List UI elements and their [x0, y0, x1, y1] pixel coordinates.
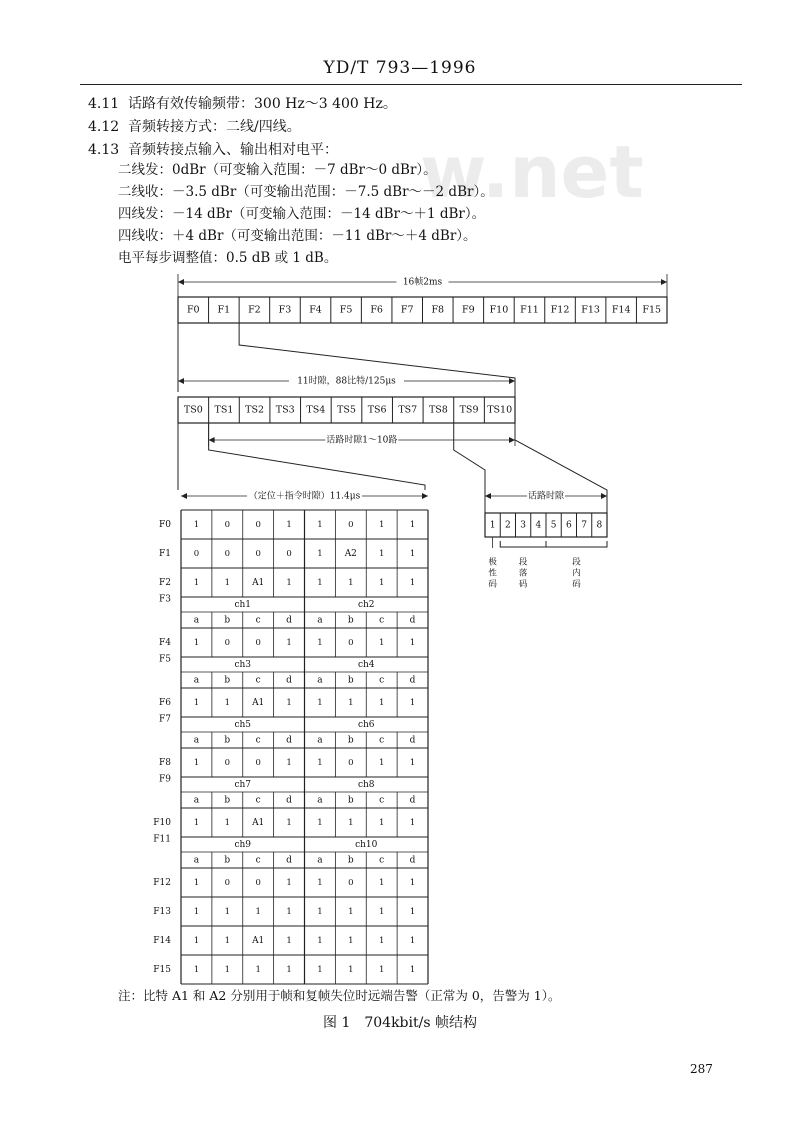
watermark: w.net — [420, 130, 644, 214]
bit-cell: 1 — [409, 818, 416, 828]
bit-cell: 1 — [286, 936, 292, 946]
timeslot-cell-TS3: TS3 — [275, 404, 295, 416]
bit-cell: 1 — [255, 907, 261, 917]
bit-cell: 1 — [224, 907, 231, 917]
signaling-cell: d — [409, 855, 416, 866]
frame-cell-F9: F9 — [462, 304, 475, 316]
bit-cell: 0 — [255, 878, 261, 888]
bit-cell: 1 — [286, 965, 292, 975]
bit-cell: 0 — [224, 520, 231, 530]
voice-bit-3: 3 — [520, 520, 526, 531]
signaling-cell: a — [317, 675, 323, 686]
voice-bit-7: 7 — [581, 520, 587, 531]
signaling-cell: c — [379, 795, 385, 806]
voice-bit-2: 2 — [505, 520, 511, 531]
bit-cell: 1 — [193, 638, 200, 648]
section-4-12: 4.12 音频转接方式：二线/四线。 — [88, 119, 301, 135]
bit-cell: 1 — [378, 758, 385, 768]
bit-cell: 0 — [224, 549, 231, 559]
timeslot-cell-TS2: TS2 — [245, 404, 265, 416]
signaling-cell: d — [286, 675, 292, 686]
signaling-cell: d — [286, 735, 292, 746]
frame-dimension-label: 11时隙，88比特/125μs — [297, 376, 396, 387]
frame-cell-F0: F0 — [186, 304, 200, 316]
bit-cell: 0 — [255, 520, 261, 530]
figure-caption: 图 1 704kbit/s 帧结构 — [323, 1015, 477, 1031]
signaling-cell: a — [193, 855, 200, 866]
bit-cell: 1 — [409, 758, 416, 768]
bit-cell: 1 — [409, 578, 416, 588]
bit-cell: 1 — [193, 578, 200, 588]
signaling-cell: b — [224, 795, 231, 806]
multiframe-dimension-label: 16帧2ms — [402, 277, 443, 288]
signaling-cell: a — [317, 795, 323, 806]
bit-cell: 1 — [348, 936, 354, 946]
bit-cell: 1 — [317, 936, 323, 946]
channel-label-ch4: ch4 — [357, 660, 375, 670]
bit-cell: 1 — [193, 907, 200, 917]
bit-cell: 1 — [224, 965, 231, 975]
bit-cell: 1 — [409, 520, 416, 530]
bit-cell: 0 — [348, 758, 354, 768]
bit-group-label: 性 — [488, 568, 497, 579]
intra-segment-brace — [546, 541, 607, 547]
bit-cell: 1 — [286, 758, 292, 768]
bit-group-label: 码 — [518, 579, 528, 590]
multiframe-dimension-arrow-left — [178, 279, 184, 285]
section-4-11: 4.11 话路有效传输频带：300 Hz～3 400 Hz。 — [88, 96, 397, 112]
standard-code: YD/T 793—1996 — [323, 58, 477, 78]
timeslot-cell-TS7: TS7 — [398, 404, 418, 416]
channel-label-ch1: ch1 — [234, 600, 252, 610]
frame-cell-F11: F11 — [520, 304, 539, 316]
signaling-cell: b — [347, 795, 354, 806]
row-label-F10: F10 — [153, 818, 171, 828]
bit-cell: 1 — [378, 965, 385, 975]
bit-cell: 0 — [255, 758, 261, 768]
voice-slots-dimension-arrow-right — [509, 437, 515, 443]
frame-cell-F2: F2 — [248, 304, 261, 316]
signaling-cell: b — [347, 615, 354, 626]
signaling-cell: a — [193, 735, 200, 746]
voice-slot-dimension-arrow-left — [485, 493, 491, 499]
signaling-cell: c — [379, 615, 385, 626]
channel-label-ch8: ch8 — [357, 780, 375, 790]
timeslot-cell-TS10: TS10 — [487, 404, 513, 416]
signaling-cell: d — [409, 735, 416, 746]
bit-cell: 0 — [193, 549, 200, 559]
timeslot-cell-TS1: TS1 — [214, 404, 234, 416]
signaling-cell: b — [224, 615, 231, 626]
ts0-dimension-arrow-right — [422, 493, 428, 499]
signaling-cell: b — [347, 675, 354, 686]
bit-group-label: 极 — [488, 557, 497, 568]
row-label-F11: F11 — [153, 834, 171, 845]
signaling-cell: a — [193, 675, 200, 686]
bit-cell: A1 — [252, 578, 265, 588]
bit-cell: 1 — [286, 878, 292, 888]
signaling-cell: b — [224, 675, 231, 686]
bit-cell: 1 — [193, 520, 200, 530]
ts0-dimension-arrow-left — [181, 493, 187, 499]
bit-cell: 0 — [348, 520, 354, 530]
bit-cell: 1 — [409, 698, 416, 708]
bit-cell: 0 — [255, 638, 261, 648]
level-line: 四线发：－14 dBr（可变输入范围：－14 dBr～＋1 dBr）。 — [118, 206, 486, 222]
channel-label-ch3: ch3 — [234, 660, 252, 670]
voice-slot-dimension-arrow-right — [601, 493, 607, 499]
signaling-cell: c — [379, 855, 385, 866]
signaling-cell: d — [286, 855, 292, 866]
bit-cell: 1 — [317, 578, 323, 588]
row-label-F9: F9 — [159, 774, 171, 785]
bit-cell: 1 — [286, 698, 292, 708]
frame-cell-F5: F5 — [339, 304, 353, 316]
bit-cell: 1 — [348, 578, 354, 588]
channel-label-ch7: ch7 — [234, 780, 252, 790]
bit-cell: 0 — [224, 878, 231, 888]
signaling-cell: c — [255, 675, 261, 686]
bit-cell: 1 — [409, 638, 416, 648]
signaling-cell: a — [317, 735, 323, 746]
bit-cell: 0 — [224, 758, 231, 768]
frame-cell-F8: F8 — [431, 304, 445, 316]
level-line: 四线收：＋4 dBr（可变输出范围：－11 dBr～＋4 dBr）。 — [118, 228, 477, 244]
bit-cell: 1 — [224, 698, 231, 708]
frame-cell-F10: F10 — [489, 304, 509, 316]
timeslot-cell-TS8: TS8 — [428, 404, 448, 416]
bit-cell: 1 — [317, 907, 323, 917]
channel-label-ch5: ch5 — [234, 720, 252, 730]
voice-bit-8: 8 — [596, 520, 603, 531]
bit-group-label: 落 — [518, 568, 528, 579]
voice-expansion-left — [454, 423, 485, 513]
bit-cell: 1 — [255, 965, 261, 975]
bit-cell: 0 — [348, 638, 354, 648]
bit-cell: 1 — [348, 907, 354, 917]
bit-group-label: 码 — [488, 579, 497, 590]
bit-cell: 1 — [193, 936, 200, 946]
bit-cell: 1 — [378, 936, 385, 946]
bit-cell: 1 — [286, 520, 292, 530]
signaling-cell: c — [255, 795, 261, 806]
signaling-cell: c — [255, 855, 261, 866]
ts0-dimension-label: （定位＋指令时隙）11.4μs — [248, 491, 361, 502]
bit-cell: 1 — [286, 907, 292, 917]
timeslot-cell-TS4: TS4 — [306, 404, 326, 416]
section-4-13: 4.13 音频转接点输入、输出相对电平： — [88, 142, 338, 158]
voice-bit-4: 4 — [535, 520, 542, 531]
signaling-cell: a — [317, 615, 323, 626]
bit-cell: 1 — [348, 818, 354, 828]
bit-cell: 1 — [317, 520, 323, 530]
bit-cell: 1 — [378, 878, 385, 888]
segment-brace — [500, 541, 546, 547]
level-line: 二线发：0dBr（可变输入范围：－7 dBr～0 dBr）。 — [118, 162, 437, 178]
signaling-cell: b — [224, 735, 231, 746]
bit-cell: 1 — [378, 549, 385, 559]
bit-cell: 1 — [193, 878, 200, 888]
row-label-F2: F2 — [159, 578, 171, 588]
multiframe-dimension-arrow-right — [661, 279, 667, 285]
bit-cell: A1 — [252, 698, 265, 708]
voice-slots-dimension-arrow-left — [209, 437, 215, 443]
bit-cell: 0 — [286, 549, 292, 559]
bit-cell: 1 — [409, 965, 416, 975]
frame-dimension-arrow-left — [178, 378, 184, 384]
row-label-F12: F12 — [153, 878, 171, 888]
row-label-F0: F0 — [159, 520, 171, 530]
frame-cell-F1: F1 — [217, 304, 231, 316]
bit-cell: 1 — [378, 818, 385, 828]
channel-label-ch6: ch6 — [357, 720, 375, 730]
bit-cell: 1 — [317, 965, 323, 975]
signaling-cell: a — [193, 795, 200, 806]
bit-cell: A1 — [252, 818, 265, 828]
signaling-cell: d — [409, 675, 416, 686]
signaling-cell: c — [255, 735, 261, 746]
bit-cell: 1 — [378, 520, 385, 530]
bit-cell: 1 — [193, 818, 200, 828]
bit-group-label: 段 — [572, 557, 581, 568]
bit-cell: 1 — [378, 578, 385, 588]
bit-cell: 1 — [409, 549, 416, 559]
frame-cell-F6: F6 — [370, 304, 383, 316]
row-label-F3: F3 — [159, 594, 171, 605]
voice-bit-1: 1 — [489, 520, 496, 531]
row-label-F1: F1 — [159, 549, 171, 559]
frame-cell-F13: F13 — [581, 304, 600, 316]
bit-cell: 1 — [317, 638, 323, 648]
signaling-cell: b — [347, 855, 354, 866]
timeslot-cell-TS6: TS6 — [367, 404, 387, 416]
bit-cell: 1 — [286, 578, 292, 588]
row-label-F8: F8 — [159, 758, 171, 768]
bit-cell: 1 — [224, 936, 231, 946]
signaling-cell: b — [224, 855, 231, 866]
channel-label-ch9: ch9 — [234, 840, 252, 850]
voice-bit-5: 5 — [550, 520, 557, 531]
voice-slot-dimension-label: 话路时隙 — [527, 491, 565, 502]
signaling-cell: d — [409, 795, 416, 806]
channel-label-ch10: ch10 — [355, 840, 378, 850]
frame-cell-F14: F14 — [611, 304, 631, 316]
bit-cell: 1 — [317, 758, 323, 768]
bit-cell: 1 — [378, 907, 385, 917]
bit-cell: 1 — [409, 878, 416, 888]
signaling-cell: b — [347, 735, 354, 746]
bit-cell: 1 — [317, 818, 323, 828]
bit-cell: 0 — [255, 549, 261, 559]
bit-cell: 1 — [378, 698, 385, 708]
bit-cell: 1 — [317, 878, 323, 888]
timeslot-cell-TS9: TS9 — [459, 404, 479, 416]
bit-cell: A1 — [252, 936, 265, 946]
bit-group-label: 段 — [518, 557, 528, 568]
row-label-F4: F4 — [159, 638, 171, 648]
bit-cell: 1 — [409, 907, 416, 917]
bit-cell: 1 — [193, 758, 200, 768]
frame-cell-F7: F7 — [400, 304, 414, 316]
bit-cell: 1 — [317, 549, 323, 559]
bit-cell: 0 — [348, 878, 354, 888]
row-label-F6: F6 — [159, 698, 171, 708]
voice-slots-dimension-label: 话路时隙1～10路 — [326, 435, 398, 446]
figure-note: 注：比特 A1 和 A2 分别用于帧和复帧失位时远端告警（正常为 0，告警为 1）。 — [118, 988, 561, 1003]
signaling-cell: d — [409, 615, 416, 626]
row-label-F5: F5 — [159, 654, 171, 665]
signaling-cell: d — [286, 615, 292, 626]
frame-dimension-arrow-right — [509, 378, 515, 384]
timeslot-cell-TS0: TS0 — [183, 404, 203, 416]
channel-label-ch2: ch2 — [357, 600, 375, 610]
signaling-cell: c — [379, 675, 385, 686]
frame-cell-F12: F12 — [550, 304, 570, 316]
frame-cell-F15: F15 — [642, 304, 662, 316]
row-label-F7: F7 — [159, 714, 171, 725]
signaling-cell: c — [255, 615, 261, 626]
bit-cell: 1 — [193, 965, 200, 975]
bit-cell: 1 — [409, 936, 416, 946]
bit-group-label: 内 — [572, 568, 581, 579]
bit-cell: 1 — [348, 965, 354, 975]
signaling-cell: d — [286, 795, 292, 806]
frame-cell-F3: F3 — [278, 304, 292, 316]
bit-cell: 1 — [286, 638, 292, 648]
signaling-cell: a — [193, 615, 200, 626]
bit-cell: A2 — [344, 549, 357, 559]
bit-cell: 1 — [286, 818, 292, 828]
level-line: 电平每步调整值：0.5 dB 或 1 dB。 — [118, 250, 338, 266]
bit-cell: 1 — [317, 698, 323, 708]
timeslot-cell-TS5: TS5 — [337, 404, 356, 416]
bit-cell: 1 — [348, 698, 354, 708]
voice-bit-6: 6 — [566, 520, 572, 531]
bit-cell: 1 — [224, 818, 231, 828]
row-label-F15: F15 — [153, 965, 171, 975]
bit-group-label: 码 — [572, 579, 581, 590]
page-number: 287 — [690, 1062, 713, 1076]
signaling-cell: c — [379, 735, 385, 746]
row-label-F14: F14 — [153, 936, 171, 946]
level-line: 二线收：－3.5 dBr（可变输出范围：－7.5 dBr～－2 dBr）。 — [118, 184, 494, 200]
bit-cell: 1 — [224, 578, 231, 588]
frame-cell-F4: F4 — [309, 304, 322, 316]
bit-cell: 0 — [224, 638, 231, 648]
signaling-cell: a — [317, 855, 323, 866]
bit-cell: 1 — [378, 638, 385, 648]
row-label-F13: F13 — [153, 907, 171, 917]
bit-cell: 1 — [193, 698, 200, 708]
